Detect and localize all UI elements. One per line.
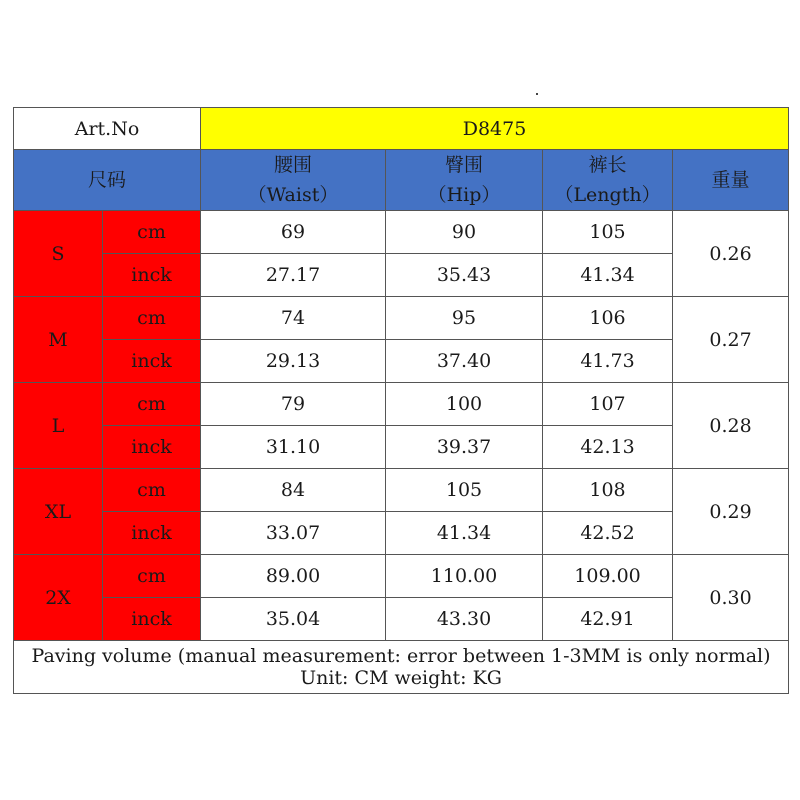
header-waist-cn: 腰围 <box>274 154 313 176</box>
header-hip <box>386 150 543 211</box>
table-row <box>14 598 789 641</box>
hip-cm: 100 <box>386 383 543 426</box>
length-inch: 42.91 <box>543 598 673 641</box>
hip-cm: 105 <box>386 469 543 512</box>
header-waist-en: （Waist） <box>247 184 339 206</box>
waist-cm: 74 <box>201 297 386 340</box>
measurement-note: Paving volume (manual measurement: error between 1-3MM is only normal) Unit: CM weight: KG <box>14 641 789 694</box>
hip-inch: 35.43 <box>386 254 543 297</box>
unit-inch: inck <box>103 340 201 383</box>
waist-cm: 69 <box>201 211 386 254</box>
table-row <box>14 426 789 469</box>
hip-inch: 43.30 <box>386 598 543 641</box>
hip-inch: 37.40 <box>386 340 543 383</box>
size-label: M <box>14 297 103 383</box>
weight-value: 0.30 <box>673 555 789 641</box>
waist-inch: 27.17 <box>201 254 386 297</box>
waist-cm: 79 <box>201 383 386 426</box>
length-inch: 41.73 <box>543 340 673 383</box>
unit-inch: inck <box>103 512 201 555</box>
unit-inch: inck <box>103 254 201 297</box>
table-row <box>14 211 789 254</box>
waist-inch: 33.07 <box>201 512 386 555</box>
art-row <box>14 108 789 150</box>
length-cm: 106 <box>543 297 673 340</box>
header-row <box>14 150 789 211</box>
header-size: 尺码 <box>14 150 201 211</box>
art-no-value: D8475 <box>201 108 789 150</box>
hip-inch: 41.34 <box>386 512 543 555</box>
unit-cm: cm <box>103 211 201 254</box>
unit-cm: cm <box>103 555 201 598</box>
table-row <box>14 469 789 512</box>
weight-value: 0.29 <box>673 469 789 555</box>
size-label: XL <box>14 469 103 555</box>
hip-cm: 90 <box>386 211 543 254</box>
size-chart <box>13 107 788 694</box>
header-length-en: （Length） <box>554 184 661 206</box>
table-row <box>14 512 789 555</box>
waist-inch: 29.13 <box>201 340 386 383</box>
length-inch: 42.13 <box>543 426 673 469</box>
table-row <box>14 340 789 383</box>
header-waist <box>201 150 386 211</box>
table-row <box>14 555 789 598</box>
weight-value: 0.28 <box>673 383 789 469</box>
size-label: 2X <box>14 555 103 641</box>
waist-cm: 84 <box>201 469 386 512</box>
unit-cm: cm <box>103 469 201 512</box>
header-weight: 重量 <box>673 150 789 211</box>
hip-cm: 110.00 <box>386 555 543 598</box>
table-row <box>14 254 789 297</box>
length-cm: 107 <box>543 383 673 426</box>
length-cm: 105 <box>543 211 673 254</box>
header-hip-cn: 臀围 <box>445 154 484 176</box>
waist-cm: 89.00 <box>201 555 386 598</box>
unit-cm: cm <box>103 383 201 426</box>
unit-inch: inck <box>103 598 201 641</box>
unit-inch: inck <box>103 426 201 469</box>
length-cm: 109.00 <box>543 555 673 598</box>
length-inch: 42.52 <box>543 512 673 555</box>
weight-value: 0.27 <box>673 297 789 383</box>
length-inch: 41.34 <box>543 254 673 297</box>
art-no-label: Art.No <box>14 108 201 150</box>
weight-value: 0.26 <box>673 211 789 297</box>
unit-cm: cm <box>103 297 201 340</box>
header-length <box>543 150 673 211</box>
hip-cm: 95 <box>386 297 543 340</box>
length-cm: 108 <box>543 469 673 512</box>
table-row <box>14 383 789 426</box>
table-row <box>14 297 789 340</box>
header-hip-en: （Hip） <box>427 184 501 206</box>
size-label: L <box>14 383 103 469</box>
stray-dot <box>536 93 538 95</box>
header-length-cn: 裤长 <box>588 154 627 176</box>
size-label: S <box>14 211 103 297</box>
hip-inch: 39.37 <box>386 426 543 469</box>
waist-inch: 31.10 <box>201 426 386 469</box>
waist-inch: 35.04 <box>201 598 386 641</box>
note-row <box>14 641 789 694</box>
size-table <box>13 107 789 694</box>
